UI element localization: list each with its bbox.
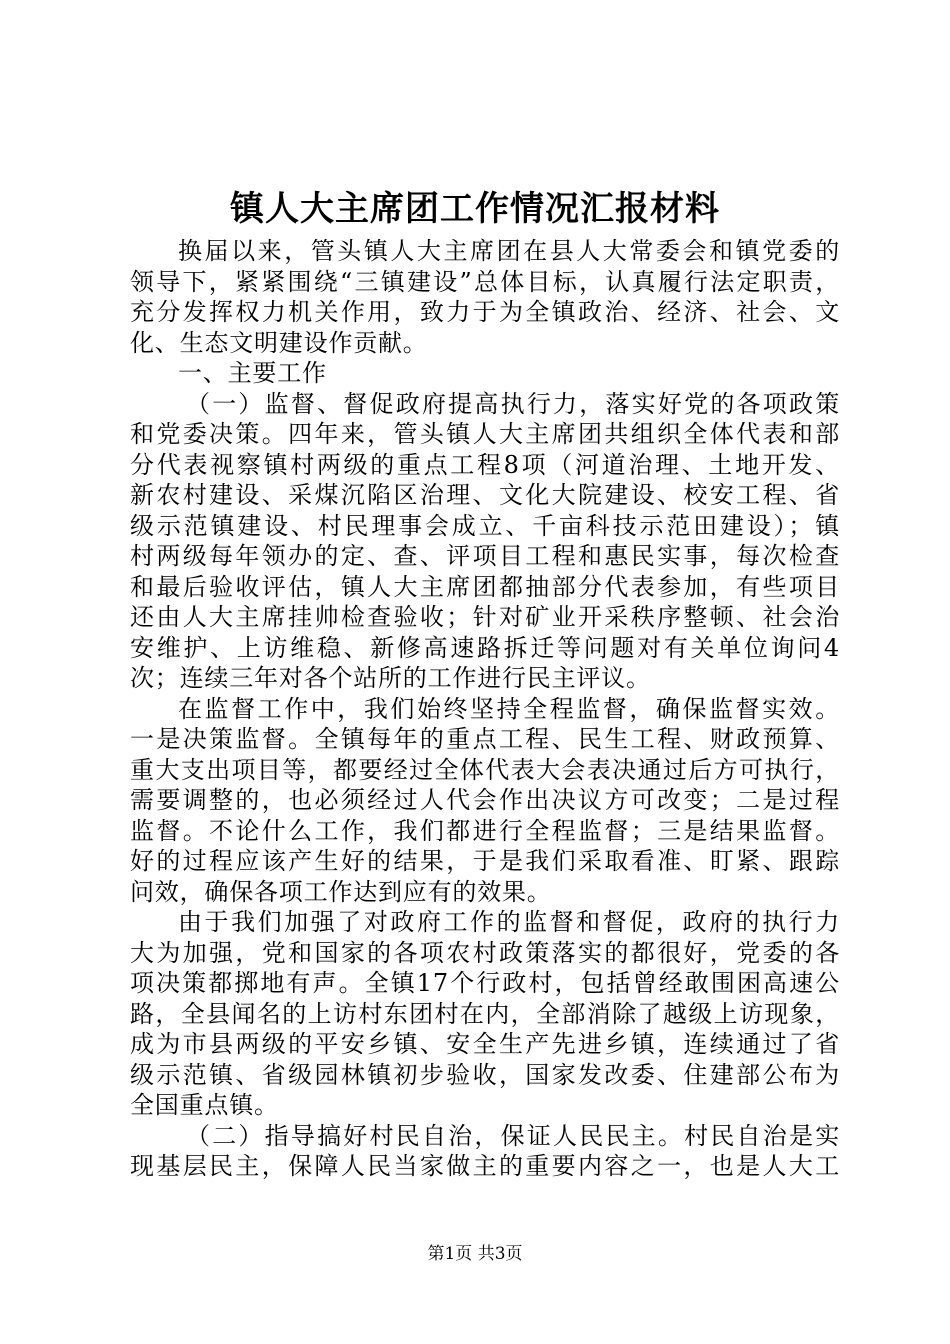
text-line: 一是决策监督。全镇每年的重点工程、民生工程、财政预算、 bbox=[130, 725, 840, 753]
text-line: 大为加强，党和国家的各项农村政策落实的都很好，党委的各 bbox=[130, 938, 840, 967]
text-line: 安维护、上访维稳、新修高速路拆迁等问题对有关单位询问4 bbox=[130, 633, 840, 662]
text-line: 化、生态文明建设作贡献。 bbox=[130, 328, 428, 357]
text-line: 现基层民主，保障人民当家做主的重要内容之一，也是人大工 bbox=[130, 1152, 840, 1180]
section-heading: 一、主要工作 bbox=[178, 359, 327, 387]
text-line: 好的过程应该产生好的结果，于是我们采取看准、盯紧、跟踪 bbox=[130, 847, 840, 875]
text-line: 需要调整的，也必须经过人代会作出决议方可改变；二是过程 bbox=[130, 786, 840, 814]
text-line: 和党委决策。四年来，管头镇人大主席团共组织全体代表和部 bbox=[130, 420, 840, 448]
text-line: 新农村建设、采煤沉陷区治理、文化大院建设、校安工程、省 bbox=[130, 481, 840, 509]
document-title: 镇人大主席团工作情况汇报材料 bbox=[230, 189, 720, 229]
page-footer: 第1页 共3页 bbox=[427, 1244, 523, 1264]
text-line: 项决策都掷地有声。全镇17个行政村，包括曾经敢围困高速公 bbox=[130, 969, 840, 997]
text-line: （二）指导搞好村民自治，保证人民民主。村民自治是实 bbox=[186, 1121, 840, 1150]
text-line: 在监督工作中，我们始终坚持全程监督，确保监督实效。 bbox=[178, 694, 840, 723]
text-line: 问效，确保各项工作达到应有的效果。 bbox=[130, 877, 552, 906]
text-line: 级示范镇、省级园林镇初步验收，国家发改委、住建部公布为 bbox=[130, 1060, 840, 1089]
text-line: 和最后验收评估，镇人大主席团都抽部分代表参加，有些项目 bbox=[130, 572, 840, 601]
text-line: 次；连续三年对各个站所的工作进行民主评议。 bbox=[130, 664, 651, 692]
text-line: 路，全县闻名的上访村东团村在内，全部消除了越级上访现象， bbox=[130, 999, 840, 1028]
text-line: 领导下，紧紧围绕“三镇建设”总体目标，认真履行法定职责， bbox=[130, 267, 840, 296]
text-line: 充分发挥权力机关作用，致力于为全镇政治、经济、社会、文 bbox=[130, 298, 840, 326]
text-line: （一）监督、督促政府提高执行力，落实好党的各项政策 bbox=[186, 389, 840, 418]
text-line: 级示范镇建设、村民理事会成立、千亩科技示范田建设）；镇 bbox=[130, 511, 840, 540]
text-line: 分代表视察镇村两级的重点工程8项（河道治理、土地开发、 bbox=[130, 450, 840, 479]
document-body bbox=[130, 236, 840, 1182]
text-line: 重大支出项目等，都要经过全体代表大会表决通过后方可执行， bbox=[130, 755, 840, 784]
text-line: 村两级每年领办的定、查、评项目工程和惠民实事，每次检查 bbox=[130, 542, 840, 570]
text-line: 还由人大主席挂帅检查验收；针对矿业开采秩序整顿、社会治 bbox=[130, 603, 840, 631]
text-line: 成为市县两级的平安乡镇、安全生产先进乡镇，连续通过了省 bbox=[130, 1030, 840, 1058]
text-line: 监督。不论什么工作，我们都进行全程监督；三是结果监督。 bbox=[130, 816, 840, 845]
text-line: 由于我们加强了对政府工作的监督和督促，政府的执行力 bbox=[178, 908, 840, 936]
text-line: 全国重点镇。 bbox=[130, 1091, 279, 1119]
text-line: 换届以来，管头镇人大主席团在县人大常委会和镇党委的 bbox=[178, 237, 840, 265]
